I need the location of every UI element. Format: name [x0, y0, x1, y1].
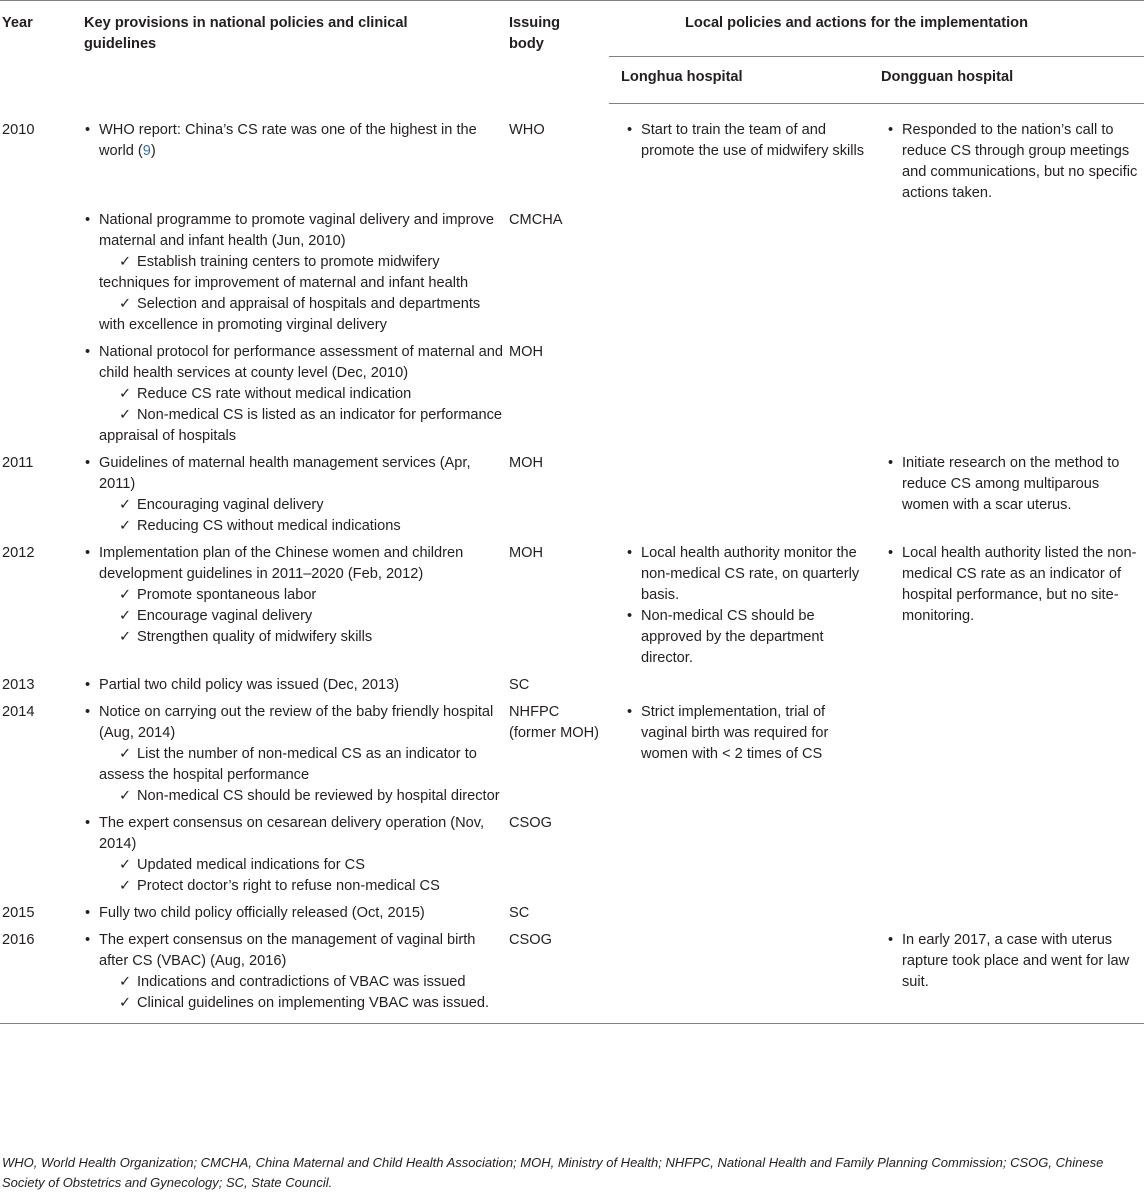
checklist-text: Indications and contradictions of VBAC was issued [137, 974, 466, 990]
checklist-text: Strengthen quality of midwifery skills [137, 629, 373, 645]
checklist-text: Non-medical CS should be reviewed by hospital director [137, 788, 500, 804]
cell-provisions [79, 104, 506, 205]
cell-year: 2013 [2, 677, 35, 693]
cell-issuing-body: CSOG [509, 815, 552, 831]
provision-item [79, 210, 506, 252]
cell-dongguan [873, 336, 1144, 447]
cell-dongguan [873, 924, 1144, 1024]
checkmark-icon: ✓ [119, 857, 132, 873]
provision-title: The expert consensus on cesarean delivery operation (Nov, 2014) [99, 815, 485, 852]
checklist-text: Selection and appraisal of hospitals and departments with excellence in promoting virginal delivery [99, 296, 481, 333]
checklist-text: Clinical guidelines on implementing VBAC was issued. [137, 995, 490, 1011]
header-issuing-body: Issuing body [509, 15, 561, 52]
cell-issuing-body: CMCHA [509, 212, 563, 228]
cell-provisions [79, 669, 506, 696]
table-row [0, 447, 1144, 537]
cell-year [0, 336, 79, 447]
checklist-text: List the number of non-medical CS as an indicator to assess the hospital performance [99, 746, 477, 783]
checkmark-icon: ✓ [119, 788, 132, 804]
cell-year [0, 204, 79, 336]
provision-item [79, 120, 506, 162]
cell-dongguan [873, 696, 1144, 807]
cell-issuing-body: MOH [509, 545, 544, 561]
cell-issuing-body: CSOG [506, 924, 609, 1024]
cell-provisions [79, 696, 506, 807]
checklist-text: Protect doctor’s right to refuse non-medical CS [137, 878, 440, 894]
checklist-text: Reducing CS without medical indications [137, 518, 401, 534]
cell-provisions [79, 807, 506, 897]
table-row [0, 537, 1144, 669]
cell-longhua [609, 537, 873, 669]
cell-provisions [79, 336, 506, 447]
provision-item [79, 903, 506, 924]
table-row [0, 807, 1144, 897]
checklist-item [79, 516, 506, 537]
cell-issuing-body: MOH [509, 455, 544, 471]
cell-longhua [609, 204, 873, 336]
table-row [0, 924, 1144, 1024]
cell-year [0, 807, 79, 897]
checkmark-icon: ✓ [119, 518, 132, 534]
reference-link[interactable]: 9 [142, 142, 151, 159]
checklist-text: Promote spontaneous labor [137, 587, 317, 603]
checklist-text: Non-medical CS is listed as an indicator for performance appraisal of hospitals [99, 407, 503, 444]
cell-year: 2012 [2, 545, 35, 561]
table-row [0, 897, 1144, 924]
action-item: • Responded to the nation’s call to reduce CS through group meetings and communications, but no specific actions taken. [882, 120, 1144, 204]
checkmark-icon: ✓ [119, 497, 132, 513]
provision-title: The expert consensus on the management of vaginal birth after CS (VBAC) (Aug, 2016) [99, 932, 476, 969]
action-item: • In early 2017, a case with uterus rapture took place and went for law suit. [882, 930, 1144, 993]
cell-longhua [609, 336, 873, 447]
cell-dongguan [873, 537, 1144, 669]
header-year: Year [2, 15, 33, 31]
cell-longhua [609, 447, 873, 537]
checkmark-icon: ✓ [119, 746, 132, 762]
cell-dongguan [873, 669, 1144, 696]
provision-item [79, 543, 506, 585]
cell-longhua [609, 104, 873, 205]
header-longhua: Longhua hospital [609, 57, 873, 104]
provision-item [79, 813, 506, 855]
cell-year: 2010 [2, 121, 35, 138]
cell-year: 2016 [0, 924, 79, 1024]
checkmark-icon: ✓ [119, 407, 132, 423]
cell-longhua [609, 696, 873, 807]
cell-provisions [79, 924, 506, 1024]
table-footnote: WHO, World Health Organization; CMCHA, China Maternal and Child Health Association; MOH, Ministry of Health; NHFPC, National Health and Family Planning Commission; CSOG, Chinese Society of Obstetrics and Gynecology; SC, State Council. [2, 1155, 1104, 1190]
cell-year: 2011 [2, 455, 34, 471]
cell-issuing-body: MOH [509, 344, 544, 360]
provision-item [79, 453, 506, 495]
checkmark-icon: ✓ [119, 296, 132, 312]
cell-issuing-body: SC [509, 677, 530, 693]
cell-dongguan [873, 897, 1144, 924]
checklist-text: Reduce CS rate without medical indication [137, 386, 412, 402]
checklist-text: Encouraging vaginal delivery [137, 497, 324, 513]
cell-year: 2015 [2, 905, 35, 921]
action-item: • Non-medical CS should be approved by the department director. [621, 606, 873, 669]
table-header [0, 1, 1144, 104]
table-row [0, 336, 1144, 447]
provision-item [79, 342, 506, 384]
table-row [0, 104, 1144, 205]
checklist-item [79, 876, 506, 897]
provision-title: National protocol for performance assessment of maternal and child health services at county level (Dec, 2010) [99, 344, 503, 381]
cell-longhua [609, 807, 873, 897]
checklist-text: Establish training centers to promote midwifery techniques for improvement of maternal and infant health [99, 254, 469, 291]
checkmark-icon: ✓ [119, 629, 132, 645]
checkmark-icon: ✓ [119, 386, 132, 402]
cell-dongguan [873, 447, 1144, 537]
checklist-item [79, 585, 506, 606]
action-item: • Start to train the team of and promote the use of midwifery skills [621, 120, 873, 162]
checkmark-icon: ✓ [119, 608, 132, 624]
checklist-text: Updated medical indications for CS [137, 857, 365, 873]
checklist-item [79, 855, 506, 876]
checklist-item [79, 627, 506, 648]
provision-title: National programme to promote vaginal delivery and improve maternal and infant health (Jun, 2010) [99, 212, 495, 249]
provision-title: Guidelines of maternal health management services (Apr, 2011) [99, 455, 471, 492]
table-row [0, 669, 1144, 696]
provision-title: WHO report: China’s CS rate was one of the highest in the world ( [99, 121, 477, 159]
cell-year: 2014 [2, 704, 35, 720]
cell-provisions [79, 897, 506, 924]
checklist-item [79, 606, 506, 627]
cell-provisions [79, 537, 506, 669]
cell-issuing-body: NHFPC (former MOH) [509, 704, 599, 741]
cell-longhua [609, 924, 873, 1024]
checklist-text: Encourage vaginal delivery [137, 608, 313, 624]
action-item: • Strict implementation, trial of vaginal birth was required for women with < 2 times of CS [621, 702, 873, 765]
cell-longhua [609, 897, 873, 924]
checklist-item [79, 495, 506, 516]
checkmark-icon: ✓ [119, 254, 132, 270]
header-dongguan: Dongguan hospital [873, 57, 1144, 104]
provision-title: Fully two child policy officially released (Oct, 2015) [99, 905, 425, 921]
action-item: • Local health authority listed the non-medical CS rate as an indicator of hospital performance, but no site-monitoring. [882, 543, 1144, 627]
checklist-item [79, 384, 506, 405]
cell-provisions [79, 447, 506, 537]
cell-dongguan [873, 204, 1144, 336]
checkmark-icon: ✓ [119, 974, 132, 990]
cell-dongguan [873, 807, 1144, 897]
checklist-item [79, 993, 506, 1014]
table-row [0, 696, 1144, 807]
checkmark-icon: ✓ [119, 995, 132, 1011]
table-row [0, 204, 1144, 336]
action-item: • Local health authority monitor the non-medical CS rate, on quarterly basis. [621, 543, 873, 606]
checklist-item [79, 405, 506, 447]
action-item: • Initiate research on the method to reduce CS among multiparous women with a scar uterus. [882, 453, 1144, 516]
checklist-item [79, 744, 506, 786]
cell-longhua [609, 669, 873, 696]
provision-title: Partial two child policy was issued (Dec, 2013) [99, 677, 400, 693]
table-body [0, 104, 1144, 1024]
provision-item [79, 702, 506, 744]
cell-issuing-body: WHO [509, 121, 545, 138]
cell-dongguan [873, 104, 1144, 205]
cell-issuing-body: SC [509, 905, 530, 921]
provision-item [79, 675, 506, 696]
provision-title: Notice on carrying out the review of the baby friendly hospital (Aug, 2014) [99, 704, 494, 741]
provision-item [79, 930, 506, 972]
checkmark-icon: ✓ [119, 587, 132, 603]
checklist-item [79, 972, 506, 993]
checklist-item [79, 294, 506, 336]
cell-provisions [79, 204, 506, 336]
provision-title: Implementation plan of the Chinese women and children development guidelines in 2011–2020 (Feb, 2012) [99, 545, 464, 582]
reference-close: ) [150, 142, 156, 159]
checklist-item [79, 252, 506, 294]
header-provisions: Key provisions in national policies and clinical guidelines [84, 15, 408, 52]
checklist-item [79, 786, 506, 807]
header-local-policies: Local policies and actions for the implementation [685, 15, 1029, 31]
checkmark-icon: ✓ [119, 878, 132, 894]
